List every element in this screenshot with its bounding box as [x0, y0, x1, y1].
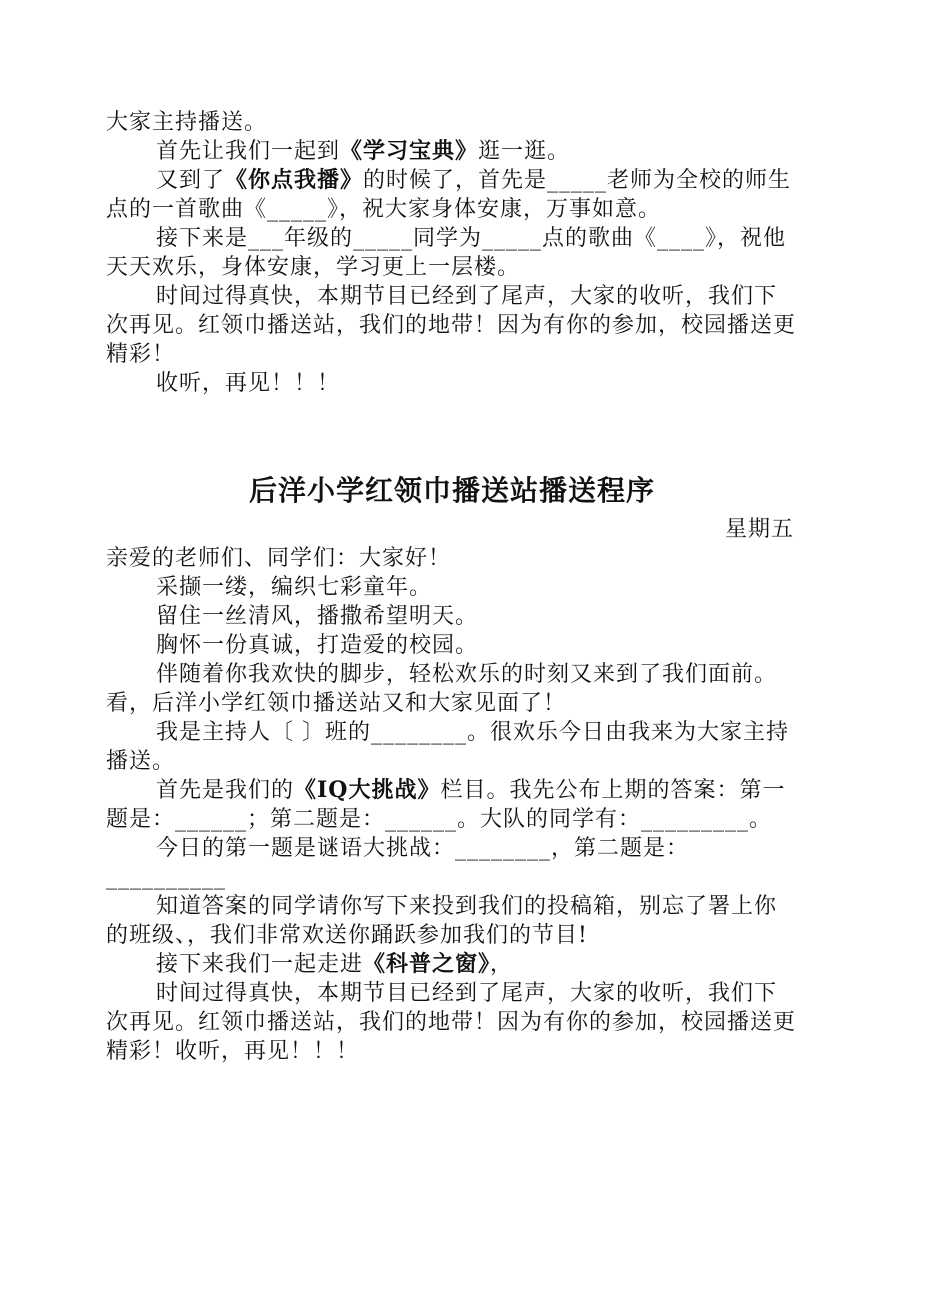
page-title: 后洋小学红领巾播送站播送程序 — [248, 474, 655, 507]
paragraph-request-song — [106, 166, 798, 224]
text-science-post: ， — [490, 952, 514, 977]
program-iq-challenge: 《IQ大挑战》 — [294, 777, 441, 803]
paragraph-science — [106, 950, 798, 979]
paragraph-greeting: 亲爱的老师们、同学们：大家好！ — [106, 546, 452, 571]
weekday-label: 星期五 — [724, 517, 794, 542]
paragraph-closing-1: 时间过得真快，本期节目已经到了尾声，大家的收听，我们下次再见。红领巾播送站，我们的地带！因为有你的参加，校园播送更精彩！ — [106, 284, 797, 367]
paragraph-closing-2: 时间过得真快，本期节目已经到了尾声，大家的收听，我们下次再见。红领巾播送站，我们的地带！因为有你的参加，校园播送更精彩！收听，再见！！！ — [106, 981, 797, 1064]
paragraph-host: 我是主持人〔 〕班的________。很欢乐今日由我来为大家主持播送。 — [106, 720, 789, 774]
program-request-song: 《你点我播》 — [225, 167, 364, 193]
paragraph-study — [106, 137, 798, 166]
paragraph-riddle: 今日的第一题是谜语大挑战：________，第二题是：__________ — [106, 836, 690, 890]
paragraph-verse-3: 胸怀一份真诚，打造爱的校园。 — [156, 633, 479, 658]
paragraph-goodbye: 收听，再见！！！ — [156, 371, 341, 396]
program-study-treasure: 《学习宝典》 — [340, 138, 479, 164]
paragraph-host-continuation: 大家主持播送。 — [106, 110, 268, 135]
paragraph-next-song: 接下来是___年级的_____同学为_____点的歌曲《____》，祝他天天欢乐，身体安康，学习更上一层楼。 — [106, 226, 787, 280]
text-iq-post: 栏目。我先公布上期的答案：第一题是：______；第二题是：______。大队的同学有：_________。 — [106, 778, 786, 832]
paragraph-intro: 伴随着你我欢快的脚步，轻松欢乐的时刻又来到了我们面前。看，后洋小学红领巾播送站又和大家见面了！ — [106, 662, 778, 716]
text-iq-pre: 首先是我们的 — [156, 778, 295, 803]
paragraph-submit: 知道答案的同学请你写下来投到我们的投稿箱，别忘了署上你的班级、，我们非常欢送你踊跃参加我们的节目! — [106, 894, 778, 948]
text-science-pre: 接下来我们一起走进 — [156, 952, 364, 977]
paragraph-iq-challenge — [106, 776, 798, 834]
paragraph-verse-1: 采撷一缕，编织七彩童年。 — [156, 575, 433, 600]
text-request-pre: 又到了 — [156, 168, 226, 193]
document-page — [106, 108, 798, 1066]
text-study-post: 逛一逛。 — [478, 139, 571, 164]
text-study-pre: 首先让我们一起到 — [156, 139, 341, 164]
program-science-window: 《科普之窗》 — [363, 951, 491, 977]
text-request-post: 的时候了，首先是_____老师为全校的师生点的一首歌曲《_____》，祝大家身体安康，万事如意。 — [106, 168, 792, 222]
paragraph-verse-2: 留住一丝清风，播撒希望明天。 — [156, 604, 479, 629]
